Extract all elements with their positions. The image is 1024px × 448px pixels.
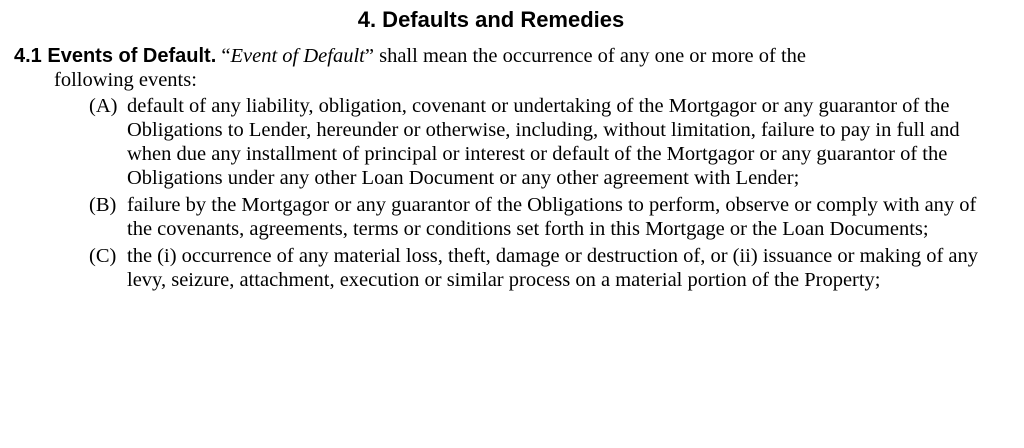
item-text: default of any liability, obligation, covenant or undertaking of the Mortgagor or any guarantor of the Obligations to Lender, hereunder or otherwise, including, without limitation, failure to pay in full and when due any installment of principal or interest or default of the Mortgagor or any guarantor of the Obligations under any other Loan Document or any other agreement with Lender; bbox=[127, 95, 960, 189]
open-quote: “ bbox=[221, 45, 231, 67]
list-item bbox=[14, 244, 1004, 292]
subsection-heading: 4.1 Events of Default. bbox=[14, 45, 217, 67]
item-label: (A) bbox=[89, 95, 118, 117]
item-label: (C) bbox=[89, 245, 117, 267]
list-item bbox=[14, 193, 1004, 241]
item-text: failure by the Mortgagor or any guarantor of the Obligations to perform, observe or comply with any of the covenants, agreements, terms or conditions set forth in this Mortgage or the Loan Documents; bbox=[127, 194, 977, 240]
intro-text: shall mean the occurrence of any one or more of the bbox=[373, 45, 807, 67]
close-quote: ” bbox=[364, 45, 374, 67]
defined-term: Event of Default bbox=[230, 45, 365, 67]
events-list bbox=[14, 94, 1004, 292]
item-text: the (i) occurrence of any material loss, theft, damage or destruction of, or (ii) issuance or making of any levy, seizure, attachment, execution or similar process on a material portion of the Property; bbox=[127, 245, 979, 291]
intro-continuation: following events: bbox=[54, 69, 197, 91]
list-item bbox=[14, 94, 1004, 190]
section-title: 4. Defaults and Remedies bbox=[357, 7, 625, 32]
item-label: (B) bbox=[89, 194, 117, 216]
subsection-4-1 bbox=[14, 44, 1004, 295]
subsection-intro bbox=[14, 44, 1004, 68]
